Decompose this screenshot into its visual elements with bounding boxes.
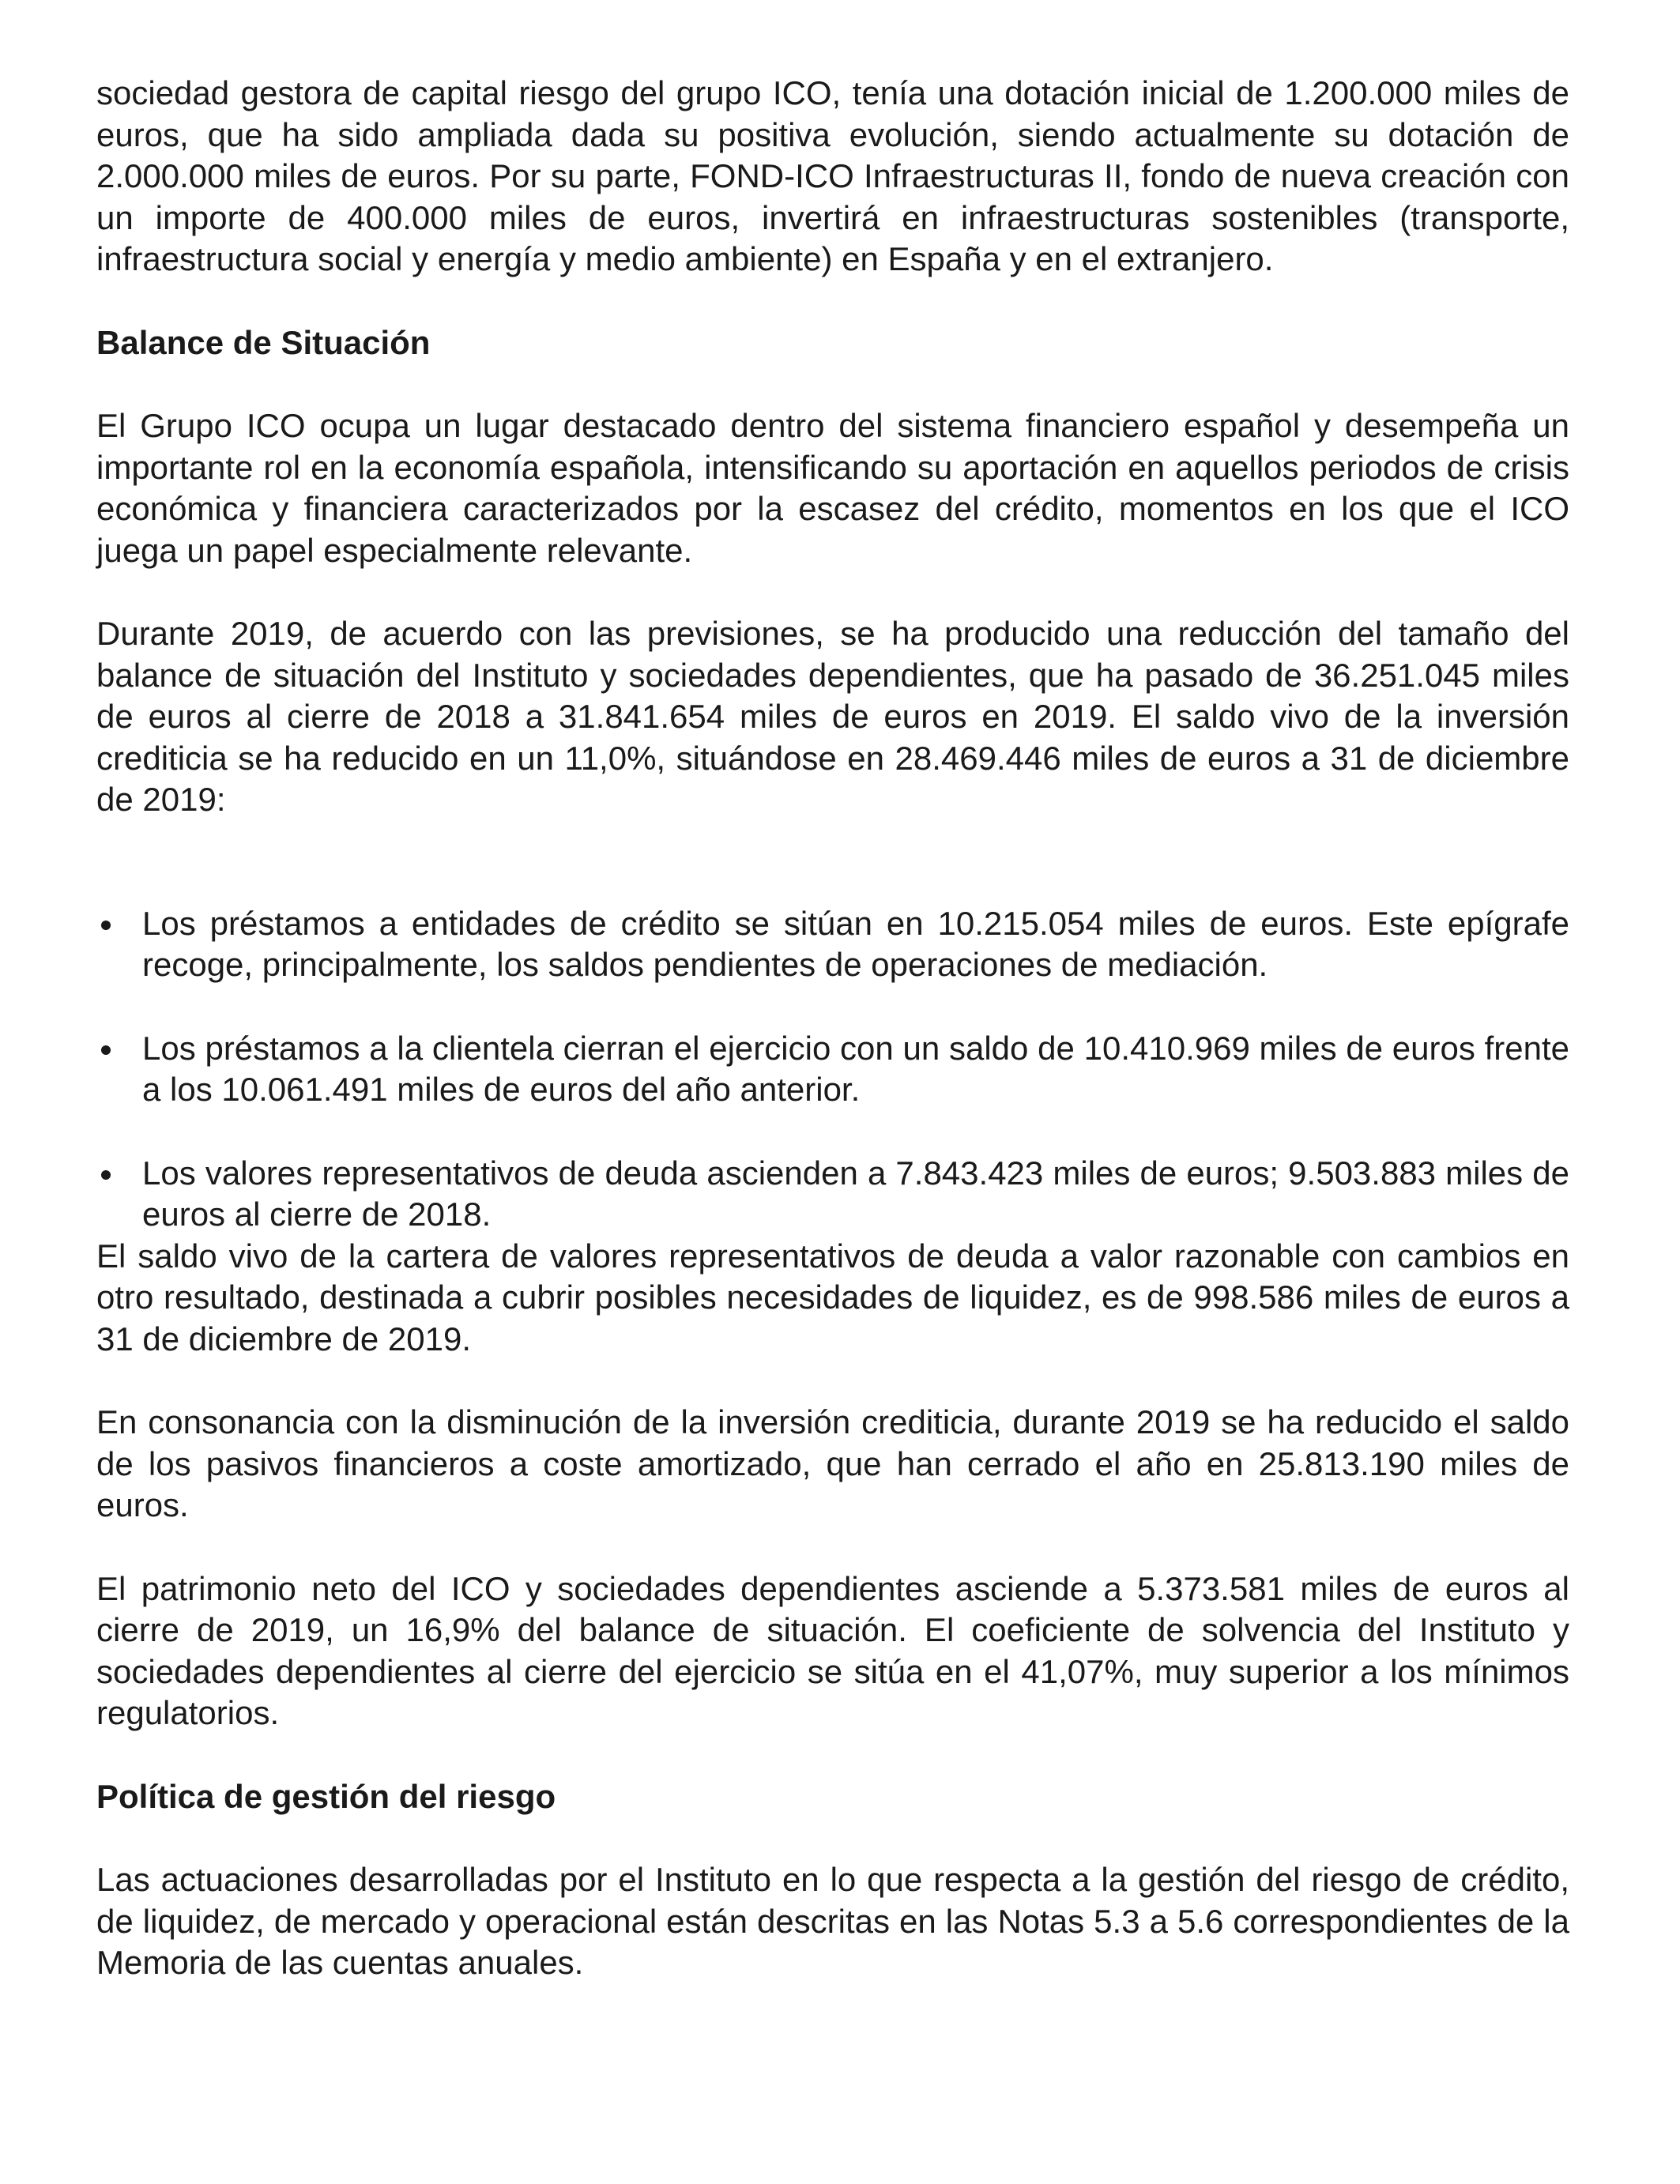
bullet-icon bbox=[101, 1045, 111, 1055]
balance-paragraph-3: El saldo vivo de la cartera de valores representativos de deuda a valor razonable con cambios en otro resultado, destinada a cubrir posibles necesidades de liquidez, es de 998.586 miles de euros a 31 de diciembre de 2019. bbox=[96, 1237, 1569, 1357]
spacer bbox=[96, 571, 1569, 613]
bullet-icon bbox=[101, 921, 111, 930]
document-page bbox=[96, 73, 1569, 1984]
list-item-text: Los préstamos a entidades de crédito se sitúan en 10.215.054 miles de euros. Este epígrafe recoge, principalmente, los saldos pendientes de operaciones de mediación. bbox=[142, 904, 1569, 983]
spacer bbox=[96, 986, 1569, 1028]
spacer bbox=[96, 1111, 1569, 1153]
list-item-text: Los valores representativos de deuda ascienden a 7.843.423 miles de euros; 9.503.883 miles de euros al cierre de 2018. bbox=[142, 1154, 1569, 1233]
risk-paragraph-1: Las actuaciones desarrolladas por el Instituto en lo que respecta a la gestión del riesgo de crédito, de liquidez, de mercado y operacional están descritas en las Notas 5.3 a 5.6 correspondientes de la Memoria de las cuentas anuales. bbox=[96, 1861, 1569, 1981]
bullet-icon bbox=[101, 1170, 111, 1180]
list-item bbox=[96, 903, 1569, 986]
spacer bbox=[96, 1360, 1569, 1402]
section-heading-balance: Balance de Situación bbox=[96, 323, 431, 361]
balance-paragraph-1: El Grupo ICO ocupa un lugar destacado dentro del sistema financiero español y desempeña un importante rol en la economía española, intensificando su aportación en aquellos periodos de crisis económica y financiera caracterizados por la escasez del crédito, momentos en los que el ICO juega un papel especialmente relevante. bbox=[96, 407, 1569, 569]
list-item bbox=[96, 1028, 1569, 1111]
spacer bbox=[96, 1527, 1569, 1568]
balance-paragraph-4: En consonancia con la disminución de la inversión crediticia, durante 2019 se ha reducido el saldo de los pasivos financieros a coste amortizado, que han cerrado el año en 25.813.190 miles de euros. bbox=[96, 1403, 1569, 1523]
spacer bbox=[96, 821, 1569, 903]
section-heading-risk: Política de gestión del riesgo bbox=[96, 1777, 556, 1815]
spacer bbox=[96, 363, 1569, 405]
spacer bbox=[96, 1817, 1569, 1859]
intro-paragraph: sociedad gestora de capital riesgo del grupo ICO, tenía una dotación inicial de 1.200.000 miles de euros, que ha sido ampliada dada su positiva evolución, siendo actualmente su dotación de 2.000.000 miles de euros. Por su parte, FOND-ICO Infraestructuras II, fondo de nueva creación con un importe de 400.000 miles de euros, invertirá en infraestructuras sostenibles (transporte, infraestructura social y energía y medio ambiente) en España y en el extranjero. bbox=[96, 74, 1569, 277]
spacer bbox=[96, 281, 1569, 322]
balance-paragraph-2: Durante 2019, de acuerdo con las previsiones, se ha producido una reducción del tamaño del balance de situación del Instituto y sociedades dependientes, que ha pasado de 36.251.045 miles de euros al cierre de 2018 a 31.841.654 miles de euros en 2019. El saldo vivo de la inversión crediticia se ha reducido en un 11,0%, situándose en 28.469.446 miles de euros a 31 de diciembre de 2019: bbox=[96, 615, 1569, 818]
balance-bullet-list bbox=[96, 903, 1569, 1236]
balance-paragraph-5: El patrimonio neto del ICO y sociedades dependientes asciende a 5.373.581 miles de euros al cierre de 2019, un 16,9% del balance de situación. El coeficiente de solvencia del Instituto y sociedades dependientes al cierre del ejercicio se sitúa en el 41,07%, muy superior a los mínimos regulatorios. bbox=[96, 1569, 1569, 1731]
list-item-text: Los préstamos a la clientela cierran el ejercicio con un saldo de 10.410.969 miles de euros frente a los 10.061.491 miles de euros del año anterior. bbox=[142, 1029, 1569, 1108]
spacer bbox=[96, 1734, 1569, 1776]
list-item bbox=[96, 1153, 1569, 1236]
